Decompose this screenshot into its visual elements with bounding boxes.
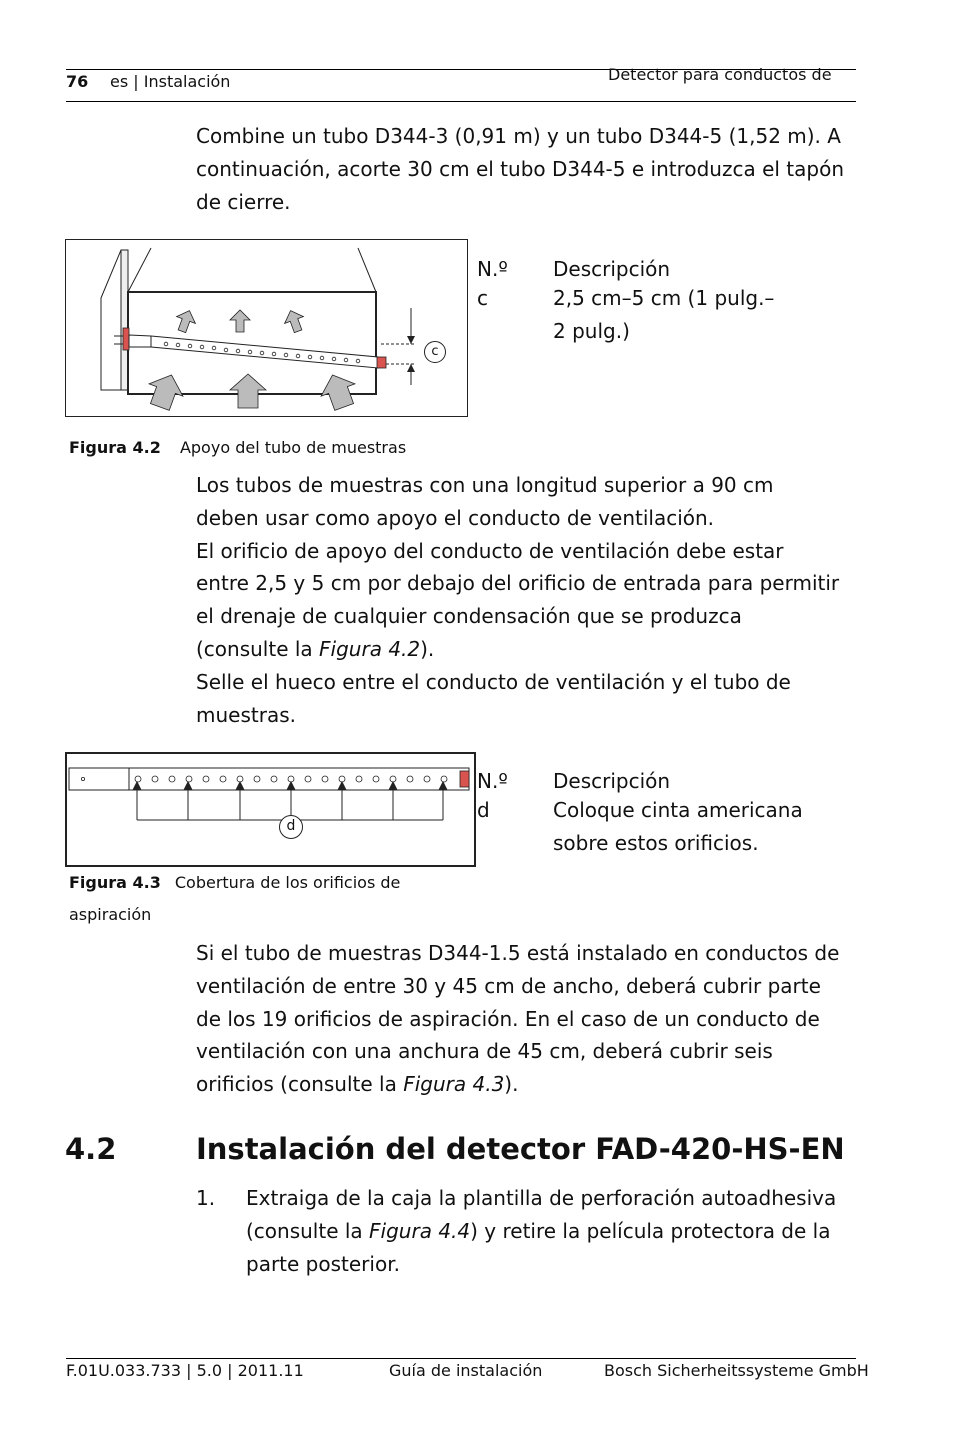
figure-4-2-frame [65,239,468,417]
table-4-2-header-no: N.º [477,257,508,281]
step-line [246,1215,858,1248]
p3-text: ). [504,1072,519,1097]
step-1 [246,1182,858,1280]
caption-text-2: aspiración [69,905,152,924]
header-rule-bottom [66,101,856,102]
p3-line: de los 19 orificios de aspiración. En el caso de un conducto de [196,1006,820,1031]
caption-label: Figura 4.3 [69,873,161,892]
p2-line: Los tubos de muestras con una longitud superior a 90 cm [196,473,774,497]
figure-4-3-frame [65,752,476,867]
figure-4-2-ref[interactable]: Figura 4.2 [319,636,421,661]
section-number: 4.2 [65,1132,117,1166]
caption-line [69,867,400,899]
step-line: Extraiga de la caja la plantilla de perforación autoadhesiva [246,1186,837,1210]
p2-line [196,633,856,666]
caption-text: Apoyo del tubo de muestras [179,438,407,457]
step-line: parte posterior. [246,1251,400,1276]
header-section: es | Instalación [110,72,231,91]
table-4-2-row-desc-2: 2 pulg.) [553,319,630,343]
figure-4-2-caption [69,432,406,464]
p2-line: el drenaje de cualquier condensación que se produzca [196,604,742,629]
p3-line: ventilación con una anchura de 45 cm, deberá cubrir seis [196,1039,773,1064]
footer-guide: Guía de instalación [389,1361,543,1380]
page-number: 76 [66,72,89,91]
section-title: Instalación del detector FAD-420-HS-EN [196,1132,845,1166]
p2-line: Selle el hueco entre el conducto de ventilación y el tubo de [196,669,791,694]
p2-line: El orificio de apoyo del conducto de ventilación debe estar [196,538,784,563]
footer-doc-id: F.01U.033.733 | 5.0 | 2011.11 [66,1361,304,1380]
intro-paragraph: Combine un tubo D344-3 (0,91 m) y un tubo D344-5 (1,52 m). A continuación, acorte 30 cm el tubo D344-5 e introduzca el tapón de cierre. [196,124,845,214]
caption-text: Cobertura de los orificios de [174,873,401,892]
figure-4-3-caption [69,867,400,931]
p3-text: orificios (consulte la [196,1072,404,1097]
footer-rule [66,1358,856,1359]
table-4-2-row-desc-1: 2,5 cm–5 cm (1 pulg.– [553,286,775,310]
header-doc-title: Detector para conductos de [608,65,832,84]
sample-tube-support-diagram [66,240,467,416]
paragraph-3 [196,937,856,1101]
caption-label: Figura 4.2 [69,438,161,457]
table-4-2-header-desc: Descripción [553,257,671,281]
step-text: ) y retire la película protectora de la [470,1218,831,1243]
table-4-3-row-desc-1: Coloque cinta americana [553,798,803,822]
p2-text: (consulte la [196,636,320,661]
p3-line [196,1068,856,1101]
p2-text: ). [420,636,435,661]
p2-line: muestras. [196,702,296,727]
paragraph-2 [196,469,856,731]
p3-line: ventilación de entre 30 y 45 cm de ancho, deberá cubrir parte [196,973,821,998]
p2-line: entre 2,5 y 5 cm por debajo del orificio de entrada para permitir [196,571,840,596]
table-4-3-header-no: N.º [477,769,508,793]
step-number: 1. [196,1186,216,1210]
callout-c: c [424,341,446,363]
figure-4-4-ref[interactable]: Figura 4.4 [369,1218,471,1243]
callout-d: d [279,815,303,839]
table-4-2-row-no: c [477,286,488,310]
table-4-3-row-no: d [477,798,490,822]
figure-4-3-ref[interactable]: Figura 4.3 [403,1072,505,1097]
table-4-3-header-desc: Descripción [553,769,671,793]
step-text: (consulte la [246,1218,370,1243]
aspiration-holes-diagram [67,754,474,865]
footer-company: Bosch Sicherheitssysteme GmbH [604,1361,869,1380]
table-4-3-row-desc-2: sobre estos orificios. [553,831,759,855]
p3-line: Si el tubo de muestras D344-1.5 está instalado en conductos de [196,941,840,965]
p2-line: deben usar como apoyo el conducto de ventilación. [196,505,715,530]
